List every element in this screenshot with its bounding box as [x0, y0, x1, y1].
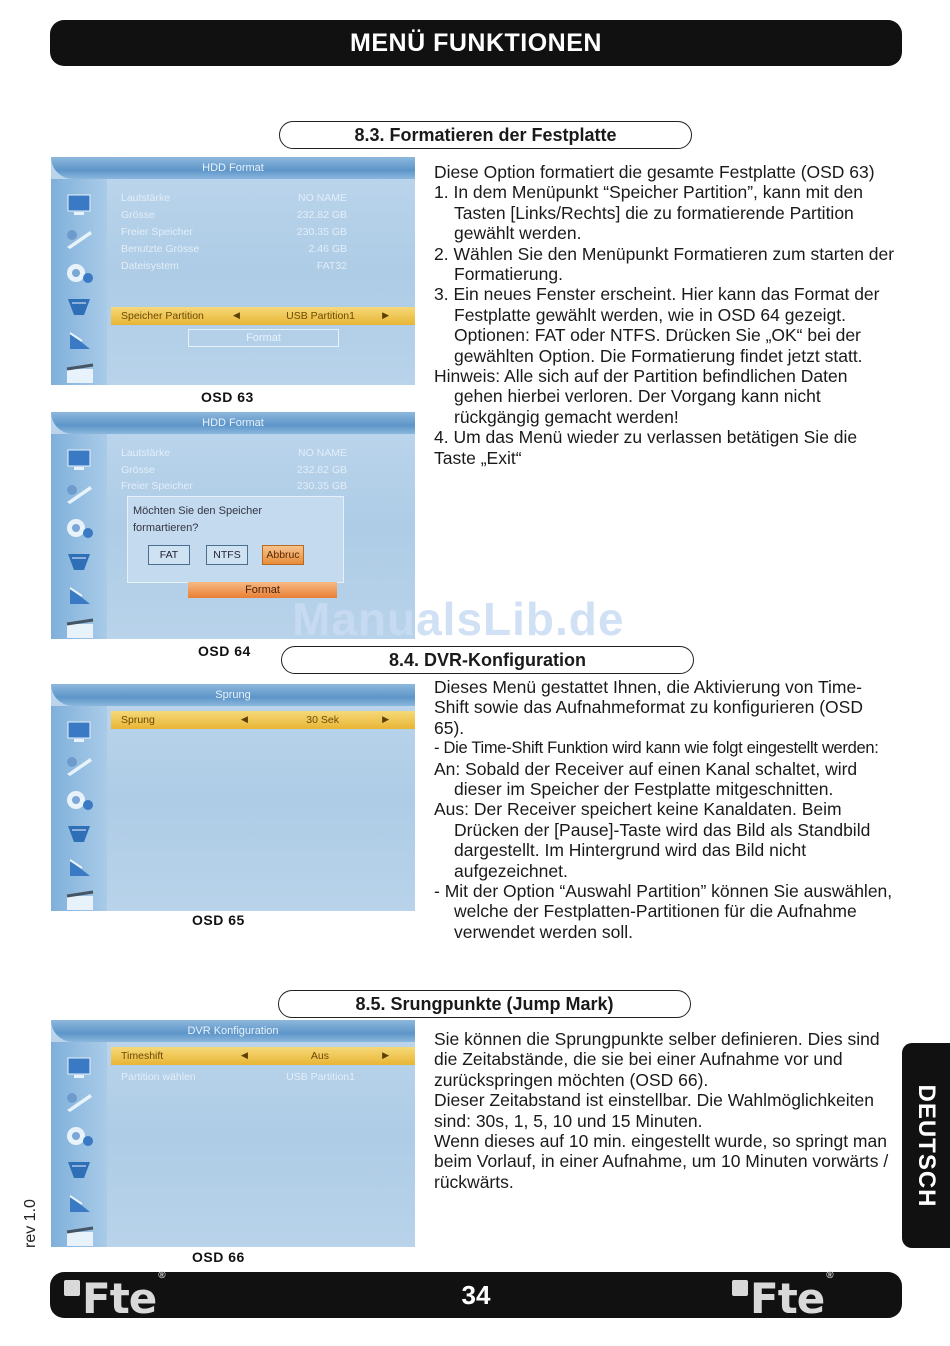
osd-label: OSD 64: [198, 643, 251, 659]
osd-selected-row: Sprung ◀ 30 Sek ▶: [111, 711, 415, 729]
monitor-icon: [64, 193, 96, 217]
tools-icon: [64, 482, 96, 506]
dvr-instructions: [434, 677, 896, 942]
osd-row: Benutzte Grösse 2.46 GB: [121, 243, 347, 255]
osd-row: Grösse 232.82 GB: [121, 464, 347, 476]
arrow-left-icon: ◀: [241, 714, 248, 724]
arrow-right-icon: ▶: [382, 310, 389, 320]
paragraph: Diese Option formatiert die gesamte Festplatte (OSD 63): [434, 162, 875, 182]
section-title-text: 8.3. Formatieren der Festplatte: [354, 124, 617, 145]
arrow-right-icon: ▶: [382, 1050, 389, 1060]
paragraph: 1. In dem Menüpunkt “Speicher Partition”, kann mit den Tasten [Links/Rechts] die zu formatierende Partition gewählt werden.: [434, 182, 863, 244]
paragraph: An: Sobald der Receiver auf einen Kanal schaltet, wird dieser im Speicher der Festplatte mitgeschnitten.: [434, 758, 858, 800]
osd-title: HDD Format: [51, 412, 415, 434]
osd-title: Sprung: [51, 684, 415, 706]
language-tab-label: DEUTSCH: [913, 1083, 940, 1208]
osd-row: Lautstärke NO NAME: [121, 192, 347, 204]
format-button: Format: [188, 582, 337, 598]
paragraph: Dieses Menü gestattet Ihnen, die Aktivierung von Time-Shift sowie das Aufnahmeformat zu konfigurieren (OSD 65).: [434, 677, 863, 738]
arrow-left-icon: ◀: [241, 1050, 248, 1060]
revision-label: rev 1.0: [22, 1199, 39, 1248]
abbruch-button: Abbruc: [262, 545, 304, 565]
tools-icon: [64, 754, 96, 778]
language-tab: [902, 1043, 950, 1248]
osd-label: OSD 65: [192, 912, 245, 928]
jump-instructions: [434, 1029, 896, 1192]
installation-icon: [64, 1192, 96, 1216]
logo-square-icon: [732, 1280, 748, 1296]
paragraph: Sie können die Sprungpunkte selber definieren. Dies sind die Zeitabstände, die sie bei einer Aufnahme vor und zurückspringen möchten (OSD 66).: [434, 1029, 880, 1090]
osd-sidebar: [51, 434, 107, 639]
paragraph: Dieser Zeitabstand ist einstellbar. Die Wahlmöglichkeiten sind: 30s, 1, 5, 10 und 15 Minuten.: [434, 1090, 874, 1131]
paragraph: - Die Time-Shift Funktion wird kann wie folgt eingestellt werden:: [434, 739, 879, 758]
monitor-icon: [64, 720, 96, 744]
paragraph: 2. Wählen Sie den Menüpunkt Formatieren zum starten der Formatierung.: [434, 243, 895, 285]
osd-sidebar: [51, 1042, 107, 1247]
tools-icon: [64, 1090, 96, 1114]
gear-icon: [64, 788, 96, 812]
osd-row: Freier Speicher 230.35 GB: [121, 226, 347, 238]
osd-row: Lautstärke NO NAME: [121, 447, 347, 459]
media-icon: [64, 890, 96, 911]
paragraph: - Mit der Option “Auswahl Partition” können Sie auswählen, welche der Festplatten-Partitionen für die Aufnahme verwendet werden soll.: [434, 881, 893, 942]
brand-logo-right: Fte ®: [732, 1274, 833, 1316]
tools-icon: [64, 227, 96, 251]
format-instructions: [434, 162, 896, 468]
osd-sidebar: [51, 706, 107, 911]
osd-label: OSD 66: [192, 1249, 245, 1265]
media-icon: [64, 363, 96, 385]
installation-icon: [64, 329, 96, 353]
satellite-dish-icon: [64, 822, 96, 846]
osd-65-screenshot: [51, 684, 415, 911]
paragraph: Hinweis: Alle sich auf der Partition befindlichen Daten gehen hierbei verloren. Der Vorgang kann nicht rückgängig gemacht werden!: [434, 366, 848, 427]
satellite-dish-icon: [64, 1158, 96, 1182]
satellite-dish-icon: [64, 550, 96, 574]
section-title-dvr: [281, 646, 694, 674]
paragraph: 3. Ein neues Fenster erscheint. Hier kann das Format der Festplatte gewählt werden, wie in OSD 64 gezeigt. Optionen: FAT oder NTFS. Drücken Sie „OK“ bei der gewählten Option. Die Formatierung findet jetzt statt.: [434, 284, 880, 366]
paragraph: Aus: Der Receiver speichert keine Kanaldaten. Beim Drücken der [Pause]-Taste wird das Bild als Standbild dargestellt. Im Hintergrund wird das Bild nicht aufgezeichnet.: [434, 799, 871, 881]
osd-title: DVR Konfiguration: [51, 1020, 415, 1042]
format-button: Format: [188, 329, 339, 347]
arrow-left-icon: ◀: [233, 310, 240, 320]
fat-button: FAT: [148, 545, 190, 565]
monitor-icon: [64, 448, 96, 472]
osd-sidebar: [51, 179, 107, 385]
arrow-right-icon: ▶: [382, 714, 389, 724]
osd-label: OSD 63: [201, 389, 254, 405]
osd-selected-row: Speicher Partition ◀ USB Partition1 ▶: [111, 307, 415, 325]
gear-icon: [64, 516, 96, 540]
gear-icon: [64, 261, 96, 285]
media-icon: [64, 618, 96, 639]
installation-icon: [64, 584, 96, 608]
section-title-format: [279, 121, 692, 149]
paragraph: 4. Um das Menü wieder zu verlassen betätigen Sie die Taste „Exit“: [434, 427, 858, 468]
page-header: [50, 20, 902, 66]
paragraph: Wenn dieses auf 10 min. eingestellt wurde, so springt man beim Vorlauf, in einer Aufnahme, um 10 Minuten vorwärts / rückwärts.: [434, 1131, 889, 1192]
osd-selected-row: Timeshift ◀ Aus ▶: [111, 1047, 415, 1065]
media-icon: [64, 1226, 96, 1247]
dialog-message: Möchten Sie den Speicher formartieren?: [133, 505, 263, 534]
section-title-jump: [278, 990, 691, 1018]
page-footer: [50, 1270, 902, 1323]
osd-row: Dateisystem FAT32: [121, 260, 347, 272]
osd-row: Freier Speicher 230.35 GB: [121, 480, 347, 492]
format-dialog: [127, 496, 344, 583]
gear-icon: [64, 1124, 96, 1148]
watermark: ManualsLib.de: [292, 593, 625, 645]
monitor-icon: [64, 1056, 96, 1080]
satellite-dish-icon: [64, 295, 96, 319]
section-title-text: 8.5. Srungpunkte (Jump Mark): [355, 993, 614, 1014]
page-title: MENÜ FUNKTIONEN: [350, 28, 602, 57]
installation-icon: [64, 856, 96, 880]
section-title-text: 8.4. DVR-Konfiguration: [389, 649, 586, 670]
page-number: 34: [461, 1280, 491, 1310]
osd-row: Partition wählen USB Partition1: [121, 1071, 355, 1083]
ntfs-button: NTFS: [206, 545, 248, 565]
osd-title: HDD Format: [51, 157, 415, 179]
brand-logo-left: Fte ®: [64, 1274, 165, 1316]
osd-66-screenshot: [51, 1020, 415, 1247]
osd-63-screenshot: [51, 157, 415, 385]
osd-row: Grösse 232.82 GB: [121, 209, 347, 221]
